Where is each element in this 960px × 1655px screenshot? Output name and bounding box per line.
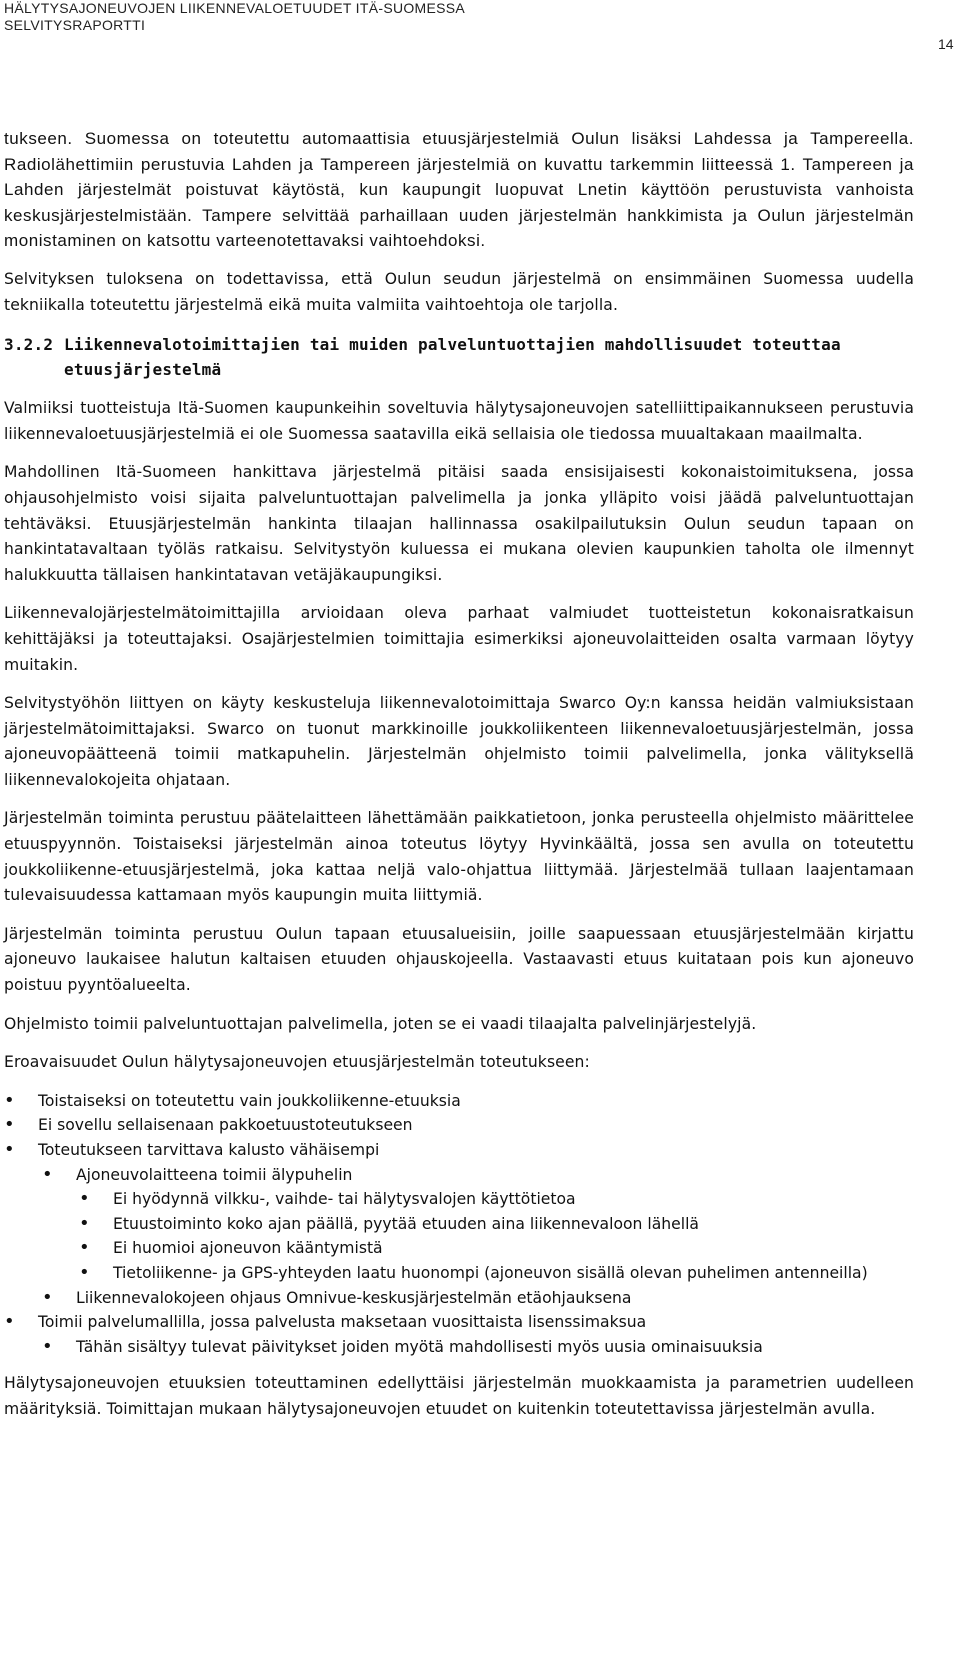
list-item: • Ajoneuvolaitteena toimii älypuhelin (4, 1163, 914, 1188)
list-item: • Tietoliikenne- ja GPS-yhteyden laatu huonompi (ajoneuvon sisällä olevan puhelimen antenneilla) (4, 1261, 914, 1286)
document-header (4, 0, 465, 34)
list-item: • Toistaiseksi on toteutettu vain joukkoliikenne-etuuksia (4, 1089, 914, 1114)
list-item: • Etuustoiminto koko ajan päällä, pyytää etuuden aina liikennevaloon lähellä (4, 1212, 914, 1237)
paragraph-intro: tukseen. Suomessa on toteutettu automaattisia etuusjärjestelmiä Oulun lisäksi Lahdessa ja Tampereella. Radiolähettimiin perustuvia Lahden ja Tampereen järjestelmiä on kuvattu tarkemmin liitteessä 1. Tampereen ja Lahden järjestelmät poistuvat käytöstä, kun kaupungit luopuvat Lnetin käyttöön perustuvista vanhoista keskusjärjestelmistään. Tampere selvittää parhaillaan uuden järjestelmän hankkimista ja Oulun järjestelmän monistaminen on katsottu varteenotettavaksi vaihtoehdoksi. (4, 129, 914, 251)
paragraph: Järjestelmän toiminta perustuu päätelaitteen lähettämään paikkatietoon, jonka perusteella ohjelmisto määrittelee etuuspyynnön. Toistaiseksi järjestelmän ainoa toteutus löytyy Hyvinkäältä, jossa sen avulla on toteutettu joukkoliikenne-etuusjärjestelmä, joka kattaa neljä valo-ohjattua liittymää. Järjestelmää tullaan laajentamaan tulevaisuudessa kattamaan myös kaupungin muita liittymiä. (4, 809, 914, 905)
section-heading (4, 332, 914, 382)
paragraph: Selvitystyöhön liittyen on käyty keskusteluja liikennevalotoimittaja Swarco Oy:n kanssa heidän valmiuksistaan järjestelmätoimittajaksi. Swarco on tuonut markkinoille joukkoliikenteen liikennevaloetuusjärjestelmän, jossa ajoneuvopäätteenä toimii matkapuhelin. Järjestelmän ohjelmisto toimii palvelimella, jonka välityksellä liikennevalokojeita ohjataan. (4, 694, 914, 789)
paragraph-list-intro: Eroavaisuudet Oulun hälytysajoneuvojen etuusjärjestelmän toteutukseen: (4, 1053, 590, 1072)
paragraph: Järjestelmän toiminta perustuu Oulun tapaan etuusalueisiin, joille saapuessaan etuusjärjestelmään kirjattu ajoneuvo laukaisee halutun kaltaisen etuuden ohjauskojeella. Vastaavasti etuus kuitataan pois kun ajoneuvo poistuu pyyntöalueelta. (4, 924, 914, 995)
header-title: HÄLYTYSAJONEUVOJEN LIIKENNEVALOETUUDET ITÄ-SUOMESSA (4, 0, 466, 16)
document-body (4, 126, 914, 1436)
paragraph: Liikennevalojärjestelmätoimittajilla arvioidaan oleva parhaat valmiudet tuotteistetun kokonaisratkaisun kehittäjäksi ja toteuttajaksi. Osajärjestelmien toimittajia esimerkiksi ajoneuvolaitteiden osalta varmaan löytyy muitakin. (4, 604, 914, 674)
list-item: • Ei hyödynnä vilkku-, vaihde- tai hälytysvalojen käyttötietoa (4, 1187, 914, 1212)
list-item: • Toteutukseen tarvittava kalusto vähäisempi (4, 1138, 914, 1163)
paragraph: Valmiiksi tuotteistuja Itä-Suomen kaupunkeihin soveltuvia hälytysajoneuvojen satelliittipaikannukseen perustuvia liikennevaloetuusjärjestelmiä ei ole Suomessa saatavilla eikä sellaisia ole tiedossa muualtakaan maailmalta. (4, 399, 914, 443)
section-number: 3.2.2 (4, 335, 54, 355)
page-number: 14 (938, 36, 954, 52)
paragraph-conclusion: Selvityksen tuloksena on todettavissa, että Oulun seudun järjestelmä on ensimmäinen Suomessa uudella tekniikalla toteutettu järjestelmä eikä muita valmiita vaihtoehtoja ole tarjolla. (4, 269, 914, 314)
list-item: • Tähän sisältyy tulevat päivitykset joiden myötä mahdollisesti myös uusia ominaisuuksia (4, 1335, 914, 1360)
header-subtitle: SELVITYSRAPORTTI (4, 17, 146, 33)
list-item: • Liikennevalokojeen ohjaus Omnivue-keskusjärjestelmän etäohjauksena (4, 1286, 914, 1311)
difference-list (4, 1089, 914, 1360)
paragraph: Ohjelmisto toimii palveluntuottajan palvelimella, joten se ei vaadi tilaajalta palvelinjärjestelyjä. (4, 1014, 757, 1033)
paragraph-closing: Hälytysajoneuvojen etuuksien toteuttaminen edellyttäisi järjestelmän muokkaamista ja parametrien uudelleen määrityksiä. Toimittajan mukaan hälytysajoneuvojen etuudet on kuitenkin toteutettavissa järjestelmän avulla. (4, 1374, 914, 1418)
list-item: • Ei huomioi ajoneuvon kääntymistä (4, 1236, 914, 1261)
section-title: Liikennevalotoimittajien tai muiden palveluntuottajien mahdollisuudet toteuttaa etuusjärjestelmä (64, 335, 841, 380)
paragraph: Mahdollinen Itä-Suomeen hankittava järjestelmä pitäisi saada ensisijaisesti kokonaistoimituksena, jossa ohjausohjelmisto voisi sijaita palveluntuottajan palvelimella ja jonka ylläpito voisi jäädä palveluntuottajan tehtäväksi. Etuusjärjestelmän hankinta tilaajan hallinnassa osakilpailutuksin Oulun seudun tapaan on hankintatavaltaan työläs ratkaisu. Selvitystyön kuluessa ei mukana olevien kaupunkien taholta ole ilmennyt halukkuutta tällaisen hankintatavan vetäjäkaupungiksi. (4, 463, 914, 584)
list-item: • Toimii palvelumallilla, jossa palvelusta maksetaan vuosittaista lisenssimaksua (4, 1310, 914, 1335)
list-item: • Ei sovellu sellaisenaan pakkoetuustoteutukseen (4, 1113, 914, 1138)
